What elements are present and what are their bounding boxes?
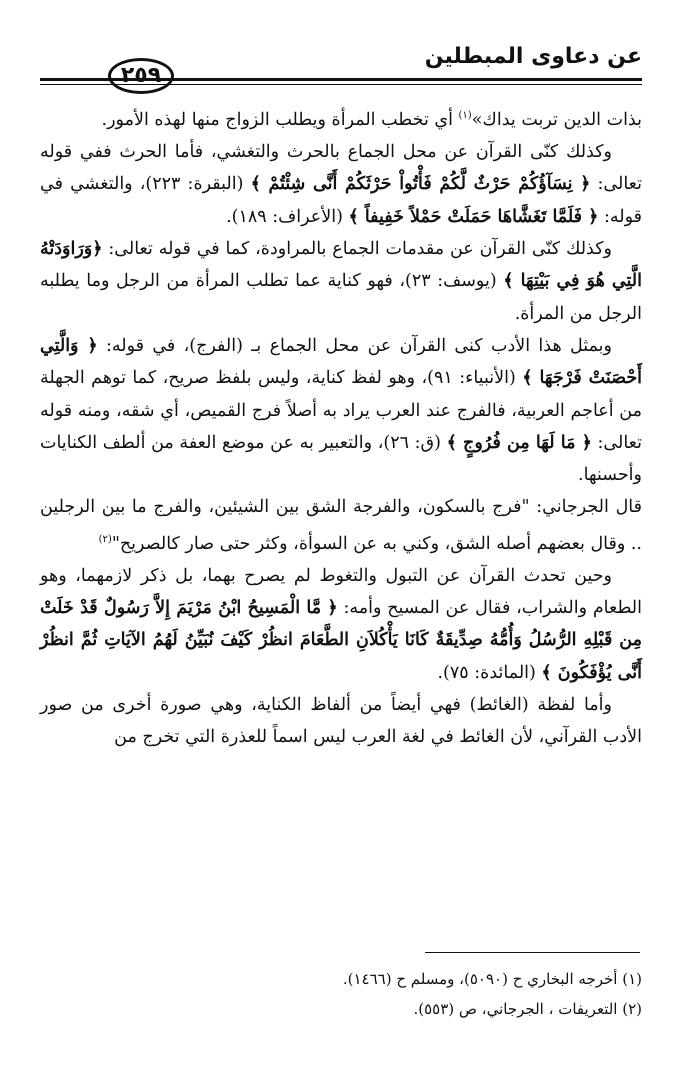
text-span: قال الجرجاني: "فرج بالسكون، والفرجة الشق بين الشيئين، والفرج ما بين الرجلين .. وقال بعضهم أصله الشق، وكني به عن السوأة، وكثر حتى صار كالصريح": [40, 497, 642, 554]
text-span: (الأنبياء: ٩١)، وهو لفظ كناية، وليس بلفظ صريح، كما توهم الجهلة من أعاجم العربية، فالفرج عند العرب يراد به أصلاً فرج القميص، أي شقه، ومنه قوله تعالى:: [40, 368, 642, 453]
paragraph-7: [40, 689, 642, 754]
text-span: (البقرة: ٢٢٣)، والتغشي في قوله:: [40, 174, 642, 227]
paragraph-2: [40, 136, 642, 233]
footnote-1: (١) أخرجه البخاري ح (٥٠٩٠)، ومسلم ح (١٤٦٦).: [342, 970, 642, 988]
paragraph-6: [40, 560, 642, 689]
text-span: وأما لفظة (الغائط) فهي أيضاً من ألفاظ الكناية، وهي صورة أخرى من صور الأدب القرآني، لأن الغائط في لغة العرب ليس اسماً للعذرة التي تخرج من: [40, 695, 642, 748]
text-span: وكذلك كنّى القرآن عن محل الجماع بالحرث والتغشي، فأما الحرث ففي قوله تعالى:: [40, 142, 642, 195]
paragraph-4: [40, 330, 642, 491]
quran-verse: ﴿ نِسَآؤُكُمْ حَرْثٌ لَّكُمْ فَأْتُواْ حَرْثَكُمْ أَنَّى شِئْتُمْ ﴾: [250, 174, 591, 195]
footnotes: [40, 964, 642, 1024]
text-span: أي تخطب المرأة ويطلب الزواج منها لهذه الأمور.: [101, 109, 459, 130]
quran-verse: ﴿وَرَاوَدَتْهُ الَّتِي هُوَ فِي بَيْتِهَا ﴾: [40, 239, 642, 292]
quran-verse: ﴿ وَالَّتِي أَحْصَنَتْ فَرْجَهَا ﴾: [40, 335, 642, 389]
header-rule-thin: [40, 84, 642, 85]
paragraph-5: [40, 491, 642, 559]
quran-verse: ﴿ فَلَمَّا تَغَشَّاهَا حَمَلَتْ حَمْلاً خَفِيفاً ﴾: [348, 206, 599, 227]
text-span: وبمثل هذا الأدب كنى القرآن عن محل الجماع بـ (الفرج)، في قوله:: [97, 335, 613, 356]
paragraph-3: [40, 233, 642, 330]
page-header: [40, 38, 642, 94]
footnote-ref: (١): [458, 110, 472, 121]
text-span: (ق: ٢٦)، والتعبير به عن موضع العفة من ألطف الكنايات وأحسنها.: [40, 432, 642, 486]
footnote-2: (٢) التعريفات ، الجرجاني، ص (٥٥٣).: [413, 1000, 642, 1018]
text-span: (الأعراف: ١٨٩).: [226, 206, 349, 227]
footnote-ref: (٢): [98, 533, 112, 545]
quran-verse: ﴿ مَّا الْمَسِيحُ ابْنُ مَرْيَمَ إِلاَّ رَسُولٌ قَدْ خَلَتْ مِن قَبْلِهِ الرُّسُلُ وَأُمُّهُ صِدِّيقَةٌ كَانَا يَأْكُلاَنِ الطَّعَامَ انظُرْ كَيْفَ نُبَيِّنُ لَهُمُ الآيَاتِ ثُمَّ انظُرْ أَنَّى يُؤْفَكُونَ ﴾: [40, 598, 642, 683]
text-span: (يوسف: ٢٣)، فهو كناية عما تطلب المرأة من الرجل وما يطلبه الرجل من المرأة.: [40, 271, 642, 324]
footnote-separator: [425, 952, 640, 953]
page-number: ٢٥٩: [108, 58, 174, 94]
header-rule: [40, 78, 642, 81]
paragraph-1: [40, 100, 642, 136]
running-title: عن دعاوى المبطلين: [424, 44, 642, 69]
body-text: [40, 100, 642, 754]
text-span: وحين تحدث القرآن عن التبول والتغوط لم يصرح بهما، بل ذكر لازمهما، وهو الطعام والشراب، فقال عن المسيح وأمه:: [40, 565, 643, 619]
text-span: (المائدة: ٧٥).: [437, 662, 542, 683]
text-span: وكذلك كنّى القرآن عن مقدمات الجماع بالمراودة، كما في قوله تعالى:: [102, 239, 612, 260]
text-span: بذات الدين تربت يداك»: [471, 109, 642, 130]
quran-verse: ﴿ مَا لَهَا مِن فُرُوجٍ ﴾: [446, 432, 592, 453]
